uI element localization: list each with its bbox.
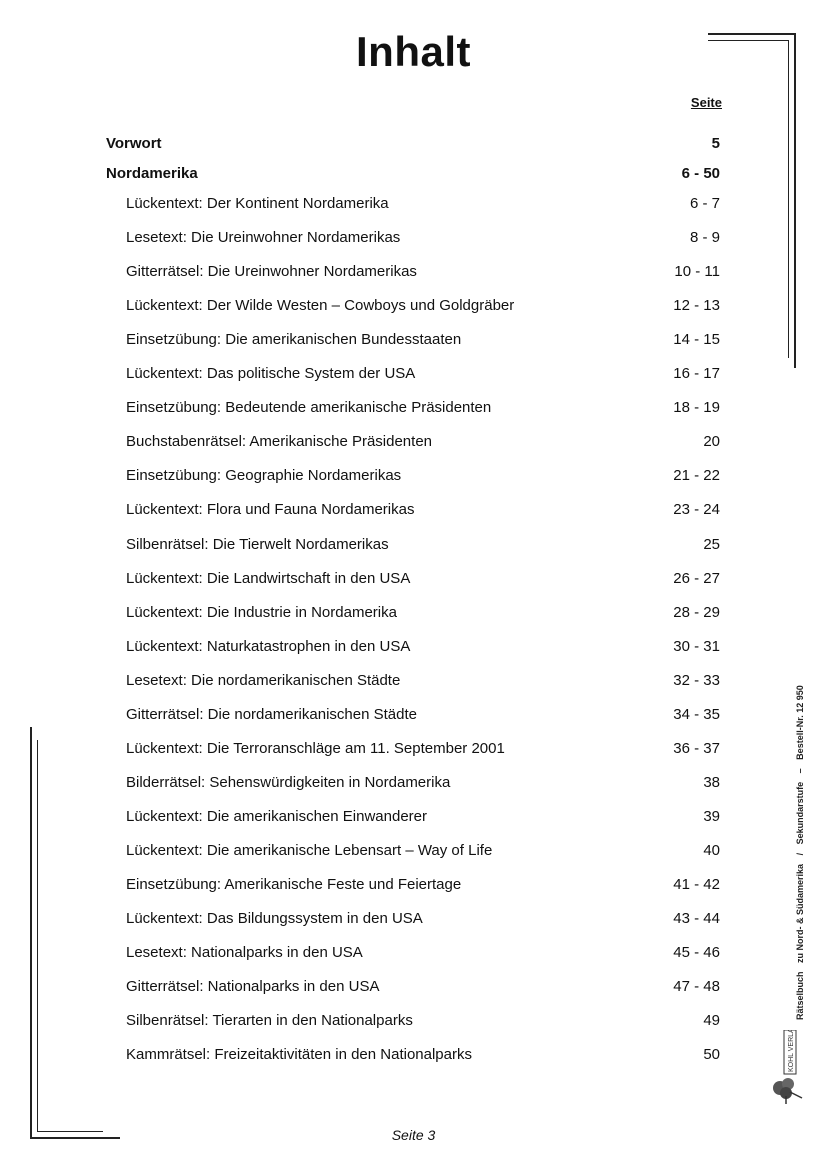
toc-entry-row	[106, 704, 720, 726]
toc-entry-pages: 50	[703, 1046, 720, 1063]
toc-entry-title: Lückentext: Das politische System der USA	[126, 365, 416, 382]
toc-entry-row	[106, 806, 720, 828]
toc-entry-title: Einsetzübung: Amerikanische Feste und Feiertage	[126, 876, 462, 893]
frame-top-right-v2	[788, 40, 789, 358]
toc-entry-title: Silbenrätsel: Die Tierwelt Nordamerikas	[126, 536, 389, 553]
toc-entry-pages: 6 - 7	[689, 195, 720, 212]
toc-section-pages: 5	[711, 135, 720, 152]
toc-entry-title: Kammrätsel: Freizeitaktivitäten in den Nationalparks	[126, 1046, 472, 1063]
toc-entry-title: Lückentext: Naturkatastrophen in den USA	[126, 638, 411, 655]
frame-bottom-left-v1	[30, 727, 32, 1139]
toc-entry-title: Lückentext: Die amerikanischen Einwanderer	[126, 808, 427, 825]
toc-entry-title: Lückentext: Die amerikanische Lebensart – Way of Life	[126, 842, 493, 859]
toc-entry-row	[106, 942, 720, 964]
toc-entry-title: Bilderrätsel: Sehenswürdigkeiten in Nordamerika	[126, 774, 451, 791]
toc-entry-row	[106, 261, 720, 283]
toc-entry-title: Einsetzübung: Geographie Nordamerikas	[126, 467, 402, 484]
toc-entry-title: Gitterrätsel: Nationalparks in den USA	[126, 978, 380, 995]
toc-entry-row	[106, 602, 720, 624]
toc-entry-title: Lesetext: Nationalparks in den USA	[126, 944, 363, 961]
toc-entry-pages: 28 - 29	[673, 604, 720, 621]
toc-entry-row	[106, 738, 720, 760]
toc-entry-pages: 43 - 44	[673, 910, 720, 927]
toc-entry-pages: 21 - 22	[673, 467, 720, 484]
toc-entry-row	[106, 363, 720, 385]
side-text-part: Bestell-Nr. 12 950	[795, 685, 805, 760]
toc-entry-title: Lesetext: Die nordamerikanischen Städte	[126, 672, 401, 689]
toc-entry-pages: 10 - 11	[674, 263, 720, 280]
toc-entry-title: Gitterrätsel: Die nordamerikanischen Städte	[126, 706, 417, 723]
toc-entry-title: Lückentext: Die Terroranschläge am 11. September 2001	[126, 740, 505, 757]
toc-entry-title: Lesetext: Die Ureinwohner Nordamerikas	[126, 229, 401, 246]
toc-entry-title: Lückentext: Die Industrie in Nordamerika	[126, 604, 397, 621]
toc-entry-row	[106, 1010, 720, 1032]
toc-entry-row	[106, 636, 720, 658]
toc-entry-row	[106, 329, 720, 351]
toc-entry-row	[106, 534, 720, 556]
toc-entry-pages: 16 - 17	[673, 365, 720, 382]
toc-section-row	[106, 133, 720, 155]
toc-entry-row	[106, 465, 720, 487]
toc-entry-title: Silbenrätsel: Tierarten in den Nationalparks	[126, 1012, 413, 1029]
toc-entry-pages: 39	[703, 808, 720, 825]
toc-entry-pages: 14 - 15	[673, 331, 720, 348]
side-text-part: –	[795, 768, 805, 774]
toc-entry-row	[106, 499, 720, 521]
toc-section-title: Nordamerika	[106, 165, 198, 182]
toc-entry-pages: 40	[703, 842, 720, 859]
toc-entry-row	[106, 670, 720, 692]
toc-entry-pages: 41 - 42	[673, 876, 720, 893]
publisher-logo-text: KOHL VERLAG	[788, 1030, 795, 1072]
toc-section-pages: 6 - 50	[681, 165, 720, 182]
toc-entry-title: Lückentext: Die Landwirtschaft in den USA	[126, 570, 411, 587]
toc-entry-row	[106, 568, 720, 590]
toc-entry-row	[106, 227, 720, 249]
toc-entry-row	[106, 295, 720, 317]
toc-entry-pages: 30 - 31	[673, 638, 720, 655]
side-text-part: Rätselbuch	[795, 971, 805, 1020]
toc-entry-title: Lückentext: Das Bildungssystem in den USA	[126, 910, 423, 927]
toc-entry-row	[106, 874, 720, 896]
toc-entry-pages: 47 - 48	[673, 978, 720, 995]
toc-entry-title: Einsetzübung: Die amerikanischen Bundesstaaten	[126, 331, 462, 348]
toc-entry-pages: 36 - 37	[673, 740, 720, 757]
toc-entry-title: Gitterrätsel: Die Ureinwohner Nordamerikas	[126, 263, 417, 280]
toc-entry-title: Lückentext: Flora und Fauna Nordamerikas	[126, 501, 415, 518]
toc-entry-pages: 18 - 19	[673, 399, 720, 416]
toc-entry-pages: 38	[703, 774, 720, 791]
toc-entry-pages: 23 - 24	[673, 501, 720, 518]
toc-entry-pages: 20	[703, 433, 720, 450]
frame-bottom-left-v2	[37, 740, 38, 1132]
toc-entry-title: Lückentext: Der Kontinent Nordamerika	[126, 195, 389, 212]
side-text-part: Sekundarstufe	[795, 781, 805, 845]
toc-entry-row	[106, 840, 720, 862]
toc-section-title: Vorwort	[106, 135, 162, 152]
page-number-footer: Seite 3	[391, 1127, 436, 1143]
toc-entry-title: Lückentext: Der Wilde Westen – Cowboys und Goldgräber	[126, 297, 515, 314]
toc-entry-row	[106, 1044, 720, 1066]
toc-entry-row	[106, 397, 720, 419]
toc-entry-row	[106, 772, 720, 794]
toc-entry-pages: 49	[703, 1012, 720, 1029]
toc-entry-pages: 26 - 27	[673, 570, 720, 587]
toc-entry-row	[106, 431, 720, 453]
page-column-header: Seite	[690, 95, 722, 110]
toc-entry-pages: 8 - 9	[689, 229, 720, 246]
toc-entry-row	[106, 193, 720, 215]
toc-entry-pages: 32 - 33	[673, 672, 720, 689]
frame-top-right-v1	[794, 33, 796, 368]
side-text-part: zu Nord- & Südamerika	[795, 863, 805, 963]
side-bibliography-text	[795, 679, 805, 1020]
toc-entry-title: Einsetzübung: Bedeutende amerikanische Präsidenten	[126, 399, 492, 416]
toc-entry-pages: 12 - 13	[673, 297, 720, 314]
toc-entry-row	[106, 908, 720, 930]
toc-entry-pages: 25	[703, 536, 720, 553]
toc-entry-title: Buchstabenrätsel: Amerikanische Präsidenten	[126, 433, 433, 450]
toc-entry-pages: 45 - 46	[673, 944, 720, 961]
toc-entry-pages: 34 - 35	[673, 706, 720, 723]
side-text-part: /	[795, 852, 805, 856]
toc-section-row	[106, 163, 720, 185]
publisher-logo	[768, 1030, 808, 1105]
page-title: Inhalt	[356, 28, 471, 75]
toc-entry-row	[106, 976, 720, 998]
